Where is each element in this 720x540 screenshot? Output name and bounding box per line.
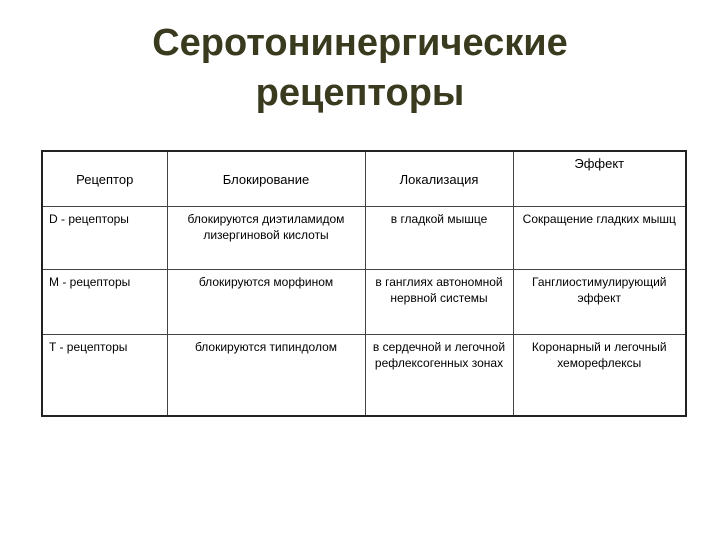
header-row (42, 151, 686, 207)
cell-receptor: T - рецепторы (42, 335, 167, 417)
slide-title (0, 18, 720, 118)
table-row (42, 335, 686, 417)
cell-blocking: блокируются типиндолом (167, 335, 365, 417)
header-localization: Локализация (365, 151, 513, 207)
header-effect: Эффект (513, 151, 686, 207)
cell-blocking: блокируются морфином (167, 270, 365, 335)
cell-blocking: блокируются диэтиламидом лизергиновой кислоты (167, 207, 365, 270)
title-line-2: рецепторы (255, 72, 465, 114)
title-line-1: Серотонинергические (152, 22, 568, 64)
cell-receptor: M - рецепторы (42, 270, 167, 335)
cell-effect: Сокращение гладких мышц (513, 207, 686, 270)
table-row (42, 207, 686, 270)
cell-effect: Ганглиостимулирующий эффект (513, 270, 686, 335)
receptors-table (41, 150, 687, 417)
header-receptor: Рецептор (42, 151, 167, 207)
cell-localization: в ганглиях автономной нервной системы (365, 270, 513, 335)
cell-effect: Коронарный и легочный хеморефлексы (513, 335, 686, 417)
cell-localization: в сердечной и легочной рефлексогенных зонах (365, 335, 513, 417)
header-blocking: Блокирование (167, 151, 365, 207)
cell-receptor: D - рецепторы (42, 207, 167, 270)
table-row (42, 270, 686, 335)
cell-localization: в гладкой мышце (365, 207, 513, 270)
